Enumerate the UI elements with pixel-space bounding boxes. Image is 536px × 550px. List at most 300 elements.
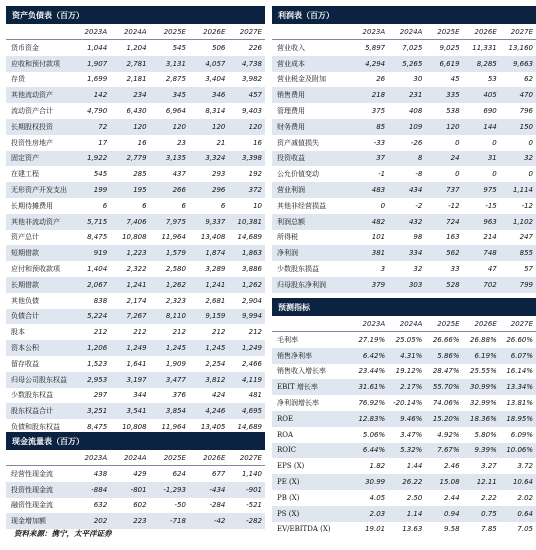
- row-value: 424: [212, 391, 226, 400]
- row-value: 10,381: [237, 217, 262, 226]
- table-row: [272, 166, 536, 182]
- row-value: -521: [246, 501, 262, 510]
- row-value: 223: [133, 517, 147, 526]
- balance-sheet-title: 资产负债表（百万）: [6, 6, 265, 24]
- row-value: 9.39%: [474, 446, 497, 455]
- row-value: 7,975: [165, 217, 186, 226]
- row-value: 335: [446, 91, 460, 100]
- row-value: 11,964: [161, 423, 186, 432]
- row-value: 24: [450, 154, 460, 163]
- year-header: 2026E: [203, 453, 226, 462]
- row-value: 1,874: [205, 249, 226, 258]
- row-label: 留存收益: [11, 359, 39, 368]
- row-value: 2,174: [126, 296, 147, 305]
- row-value: 212: [248, 328, 262, 337]
- row-value: 7.85: [481, 525, 497, 534]
- forecast-indicators-title: 预测指标: [272, 298, 536, 316]
- row-value: 1.82: [369, 462, 386, 471]
- row-label: 长期借款: [11, 280, 39, 289]
- row-value: 23: [177, 138, 186, 147]
- table-row: [272, 395, 536, 411]
- row-value: 375: [371, 107, 386, 116]
- row-label: 销售收入增长率: [277, 367, 326, 376]
- table-row: [6, 324, 265, 340]
- row-label: EPS (X): [277, 462, 305, 471]
- row-value: 231: [408, 91, 423, 100]
- table-row: [272, 411, 536, 427]
- table-row: [6, 119, 265, 135]
- row-value: 437: [172, 170, 186, 179]
- row-value: 0: [492, 138, 497, 147]
- row-label: ROE: [277, 414, 294, 423]
- row-label: 无形资产开发支出: [11, 186, 67, 195]
- row-value: 226: [248, 43, 262, 52]
- row-value: 7,025: [402, 43, 423, 52]
- row-label: 净利润增长率: [277, 399, 319, 408]
- year-header: 2023A: [84, 453, 108, 462]
- year-header: 2024A: [123, 27, 147, 36]
- year-header: 2023A: [362, 27, 386, 36]
- row-value: 0: [528, 170, 534, 179]
- cash-flow-title: 现金流量表（百万）: [6, 432, 265, 450]
- row-value: 528: [446, 280, 460, 289]
- row-label: 投资性房地产: [11, 138, 53, 147]
- row-value: 3,398: [241, 154, 262, 163]
- row-value: 30.99: [365, 478, 386, 487]
- row-value: 376: [172, 391, 186, 400]
- row-value: 1,404: [87, 265, 108, 274]
- row-value: 0.75: [481, 509, 497, 518]
- row-value: 144: [483, 122, 497, 131]
- row-value: 9,994: [241, 312, 262, 321]
- row-value: 1,641: [126, 359, 147, 368]
- row-value: 296: [212, 186, 226, 195]
- row-value: 45: [450, 75, 460, 84]
- table-row: [272, 87, 536, 103]
- row-label: 短期借款: [11, 249, 39, 258]
- row-value: 9,337: [205, 217, 226, 226]
- row-value: 602: [133, 501, 147, 510]
- table-row: [6, 245, 265, 261]
- table-row: [272, 379, 536, 395]
- row-value: 3.47%: [400, 430, 423, 439]
- row-value: 6.42%: [362, 351, 386, 360]
- row-value: 6: [220, 201, 226, 210]
- row-value: 457: [248, 91, 262, 100]
- row-value: 1.14: [406, 509, 423, 518]
- row-value: 10,808: [122, 233, 147, 242]
- table-row: [6, 230, 265, 246]
- row-value: -8: [415, 170, 423, 179]
- row-label: 资产减值损失: [277, 138, 319, 147]
- row-value: 11,964: [161, 233, 186, 242]
- row-label: 股本: [11, 328, 25, 337]
- row-value: 5.06%: [362, 430, 386, 439]
- row-label: PE (X): [277, 478, 300, 487]
- row-value: 855: [519, 249, 534, 258]
- row-label: 应收和预付款项: [11, 59, 60, 68]
- row-value: 3,251: [87, 407, 108, 416]
- table-row: [6, 498, 265, 514]
- row-value: 372: [248, 186, 262, 195]
- row-value: 142: [93, 91, 108, 100]
- row-value: 5.32%: [400, 446, 423, 455]
- row-value: 1.44: [406, 462, 423, 471]
- year-header: 2023A: [362, 319, 386, 328]
- row-value: 838: [93, 296, 108, 305]
- row-value: 1,262: [165, 280, 186, 289]
- row-value: 432: [408, 217, 423, 226]
- table-row: [272, 214, 536, 230]
- year-header: 2023A: [84, 27, 108, 36]
- row-label: 资产总计: [11, 233, 39, 242]
- row-value: 72: [98, 122, 108, 131]
- row-value: 1,223: [126, 249, 147, 258]
- row-value: 1,863: [241, 249, 262, 258]
- row-label: 资本公积: [11, 344, 39, 353]
- year-header: 2025E: [437, 319, 460, 328]
- table-row: [6, 277, 265, 293]
- row-value: 2,779: [126, 154, 147, 163]
- row-value: 4,119: [241, 375, 262, 384]
- row-value: 2,904: [241, 296, 262, 305]
- row-label: 归母公司股东权益: [11, 375, 67, 384]
- row-value: -284: [209, 501, 226, 510]
- row-value: -33: [373, 138, 386, 147]
- row-value: 429: [133, 469, 147, 478]
- income-statement-header: [272, 24, 536, 40]
- row-value: 15.08: [439, 478, 460, 487]
- table-row: [6, 513, 265, 529]
- year-header: 2024A: [399, 319, 423, 328]
- row-label: 经营性现金流: [11, 469, 53, 478]
- table-row: [272, 56, 536, 72]
- row-label: 负债和股东权益: [11, 423, 60, 432]
- row-label: 少数股东损益: [277, 265, 319, 274]
- row-value: 10,808: [122, 423, 147, 432]
- row-value: 1,579: [165, 249, 186, 258]
- row-value: 303: [408, 280, 423, 289]
- table-row: [272, 332, 536, 348]
- row-value: 13,160: [508, 43, 534, 52]
- row-label: 其他非经营损益: [277, 201, 326, 210]
- forecast-indicators-table: [272, 298, 536, 537]
- table-row: [272, 40, 536, 56]
- table-row: [6, 103, 265, 119]
- row-value: 3,541: [126, 407, 147, 416]
- row-value: 6.19%: [474, 351, 497, 360]
- row-value: 17: [98, 138, 108, 147]
- row-label: 管理费用: [277, 107, 305, 116]
- year-header: 2027E: [239, 27, 262, 36]
- row-value: 2,875: [165, 75, 186, 84]
- cash-flow-header: [6, 450, 265, 466]
- row-value: 748: [483, 249, 497, 258]
- row-value: 3,197: [126, 375, 147, 384]
- row-value: 381: [371, 249, 386, 258]
- row-value: 975: [483, 186, 497, 195]
- row-label: 营业成本: [277, 59, 305, 68]
- year-header: 2025E: [163, 27, 186, 36]
- income-statement-title: 利润表（百万）: [272, 6, 536, 24]
- row-value: 199: [93, 186, 108, 195]
- row-value: 8: [417, 154, 423, 163]
- row-value: -12: [521, 201, 534, 210]
- row-value: 15.20%: [432, 414, 460, 423]
- row-value: 3.27: [481, 462, 497, 471]
- row-value: 55.70%: [432, 383, 460, 392]
- row-label: 少数股东权益: [11, 391, 53, 400]
- row-value: 7.05: [517, 525, 534, 534]
- row-value: 3,812: [205, 375, 226, 384]
- row-value: 5,897: [365, 43, 386, 52]
- row-value: 1,241: [205, 280, 226, 289]
- row-value: 6.07%: [510, 351, 534, 360]
- row-value: 2,681: [205, 296, 226, 305]
- row-value: 6.09%: [510, 430, 534, 439]
- row-value: 379: [371, 280, 386, 289]
- row-value: 3: [380, 265, 386, 274]
- row-value: 19.12%: [395, 367, 423, 376]
- row-value: 483: [371, 186, 386, 195]
- row-value: 212: [172, 328, 186, 337]
- row-value: 195: [133, 186, 147, 195]
- row-value: 6: [102, 201, 108, 210]
- row-label: 营业税金及附加: [277, 75, 326, 84]
- row-value: 334: [408, 249, 423, 258]
- year-header: 2027E: [239, 453, 262, 462]
- row-value: 3.72: [517, 462, 534, 471]
- row-value: -801: [130, 485, 147, 494]
- row-value: 31.61%: [358, 383, 386, 392]
- table-row: [6, 72, 265, 88]
- row-value: 506: [212, 43, 226, 52]
- balance-sheet-table: [6, 6, 265, 435]
- row-label: 现金增加额: [11, 517, 46, 526]
- row-value: 32: [524, 154, 534, 163]
- table-row: [272, 198, 536, 214]
- row-value: -884: [91, 485, 108, 494]
- row-value: 13,408: [200, 233, 226, 242]
- row-value: 2,067: [87, 280, 108, 289]
- row-label: 应付和预收款项: [11, 265, 60, 274]
- row-value: 13,405: [200, 423, 226, 432]
- row-value: -12: [448, 201, 460, 210]
- row-label: EV/EBITDA (X): [277, 525, 331, 534]
- row-value: 150: [519, 122, 534, 131]
- row-value: 2.22: [481, 493, 497, 502]
- row-label: 销售净利率: [277, 351, 312, 360]
- row-value: 1,114: [512, 186, 534, 195]
- row-value: -2: [415, 201, 423, 210]
- table-row: [272, 277, 536, 293]
- row-value: 12.83%: [358, 414, 386, 423]
- row-value: 2.03: [369, 509, 386, 518]
- row-value: -50: [174, 501, 186, 510]
- row-value: 8,475: [87, 423, 108, 432]
- row-value: -15: [485, 201, 497, 210]
- row-label: 净利润: [277, 249, 298, 258]
- row-value: 8,285: [476, 59, 497, 68]
- table-row: [6, 309, 265, 325]
- row-value: 0: [492, 170, 497, 179]
- year-header: 2024A: [399, 27, 423, 36]
- row-value: -434: [209, 485, 226, 494]
- row-value: 3,289: [205, 265, 226, 274]
- row-value: 2,181: [126, 75, 147, 84]
- table-row: [272, 119, 536, 135]
- row-value: 3,477: [165, 375, 186, 384]
- row-value: 18.95%: [506, 414, 534, 423]
- table-row: [272, 348, 536, 364]
- row-value: 74.06%: [432, 399, 460, 408]
- cash-flow-body: [6, 466, 265, 529]
- row-value: 26.22: [402, 478, 423, 487]
- row-label: ROIC: [277, 446, 297, 455]
- row-value: 18.36%: [470, 414, 497, 423]
- cash-flow-table: [6, 432, 265, 529]
- row-value: 5,265: [402, 59, 423, 68]
- year-header: 2027E: [510, 27, 534, 36]
- row-value: 0: [455, 138, 460, 147]
- row-value: 212: [93, 328, 108, 337]
- source-note: 资料来源：携宁，太平洋证券: [14, 529, 112, 538]
- table-row: [272, 135, 536, 151]
- row-value: 3,324: [205, 154, 226, 163]
- row-value: 120: [133, 122, 147, 131]
- table-row: [272, 474, 536, 490]
- row-value: 3,982: [241, 75, 262, 84]
- table-row: [272, 522, 536, 538]
- row-value: 202: [93, 517, 108, 526]
- row-label: 流动资产合计: [11, 107, 53, 116]
- row-value: 33: [450, 265, 460, 274]
- row-value: 4,738: [241, 59, 262, 68]
- table-row: [6, 293, 265, 309]
- row-value: 8,110: [165, 312, 186, 321]
- row-value: 10.06%: [506, 446, 534, 455]
- row-value: 1,262: [241, 280, 262, 289]
- row-label: 融资性现金流: [11, 501, 53, 510]
- table-row: [272, 182, 536, 198]
- row-value: 3,854: [165, 407, 186, 416]
- row-label: ROA: [277, 430, 294, 439]
- balance-sheet-header: [6, 24, 265, 40]
- table-row: [6, 340, 265, 356]
- row-value: 11,331: [472, 43, 497, 52]
- row-value: 85: [376, 122, 386, 131]
- row-value: 9,159: [205, 312, 226, 321]
- table-row: [272, 230, 536, 246]
- row-value: 9,663: [512, 59, 534, 68]
- row-value: 9,403: [241, 107, 262, 116]
- year-header: 2025E: [437, 27, 460, 36]
- row-value: 2,322: [126, 265, 147, 274]
- income-statement-table: [272, 6, 536, 293]
- row-value: 30.99%: [470, 383, 497, 392]
- table-row: [6, 388, 265, 404]
- row-value: -42: [213, 517, 226, 526]
- row-value: 3,404: [205, 75, 226, 84]
- row-value: 2.44: [443, 493, 460, 502]
- row-value: 677: [212, 469, 226, 478]
- row-value: 4,695: [241, 407, 262, 416]
- row-value: 1,044: [87, 43, 108, 52]
- row-value: 14,689: [237, 233, 262, 242]
- row-value: 32: [413, 265, 423, 274]
- table-row: [6, 166, 265, 182]
- row-value: 31: [487, 154, 497, 163]
- row-value: 12.11: [476, 478, 497, 487]
- row-value: 2,781: [126, 59, 147, 68]
- row-value: 32.99%: [470, 399, 497, 408]
- row-value: -718: [170, 517, 186, 526]
- row-value: 120: [248, 122, 262, 131]
- row-value: 16.14%: [506, 367, 534, 376]
- row-value: 10.64: [512, 478, 534, 487]
- row-value: 9.58: [443, 525, 460, 534]
- row-value: 6,964: [165, 107, 186, 116]
- row-value: 1,245: [165, 344, 186, 353]
- row-value: 212: [212, 328, 226, 337]
- row-value: 345: [172, 91, 186, 100]
- row-value: 4,294: [365, 59, 386, 68]
- row-value: 26.66%: [432, 335, 460, 344]
- row-label: 在建工程: [11, 170, 39, 179]
- row-value: 5,715: [87, 217, 108, 226]
- row-value: 408: [408, 107, 423, 116]
- table-row: [6, 40, 265, 56]
- row-value: 163: [446, 233, 460, 242]
- row-value: 293: [212, 170, 226, 179]
- row-value: 3,135: [165, 154, 186, 163]
- row-value: 234: [133, 91, 147, 100]
- row-value: 1,523: [87, 359, 108, 368]
- row-value: -26: [410, 138, 423, 147]
- row-value: 2.46: [443, 462, 460, 471]
- row-value: 2,466: [241, 359, 262, 368]
- table-row: [6, 198, 265, 214]
- balance-sheet-body: [6, 40, 265, 435]
- row-value: 218: [371, 91, 386, 100]
- row-label: 利润总额: [277, 217, 305, 226]
- table-row: [6, 261, 265, 277]
- row-value: 1,140: [241, 469, 262, 478]
- table-row: [272, 245, 536, 261]
- table-row: [272, 490, 536, 506]
- row-value: 13.34%: [506, 383, 534, 392]
- row-value: 0: [528, 138, 534, 147]
- row-value: 2,254: [205, 359, 226, 368]
- row-value: 1,922: [87, 154, 108, 163]
- row-value: 346: [212, 91, 226, 100]
- row-value: 285: [133, 170, 147, 179]
- row-value: 26.88%: [470, 335, 497, 344]
- row-value: 2.50: [406, 493, 423, 502]
- row-value: 26: [376, 75, 386, 84]
- table-row: [6, 151, 265, 167]
- row-value: 5.80%: [474, 430, 497, 439]
- row-value: 2,580: [165, 265, 186, 274]
- row-value: 1,245: [205, 344, 226, 353]
- row-label: 投资收益: [277, 154, 305, 163]
- row-value: 0.94: [443, 509, 460, 518]
- row-value: 53: [487, 75, 497, 84]
- forecast-indicators-header: [272, 316, 536, 332]
- row-value: 438: [93, 469, 108, 478]
- row-value: 21: [216, 138, 226, 147]
- row-value: 120: [446, 122, 460, 131]
